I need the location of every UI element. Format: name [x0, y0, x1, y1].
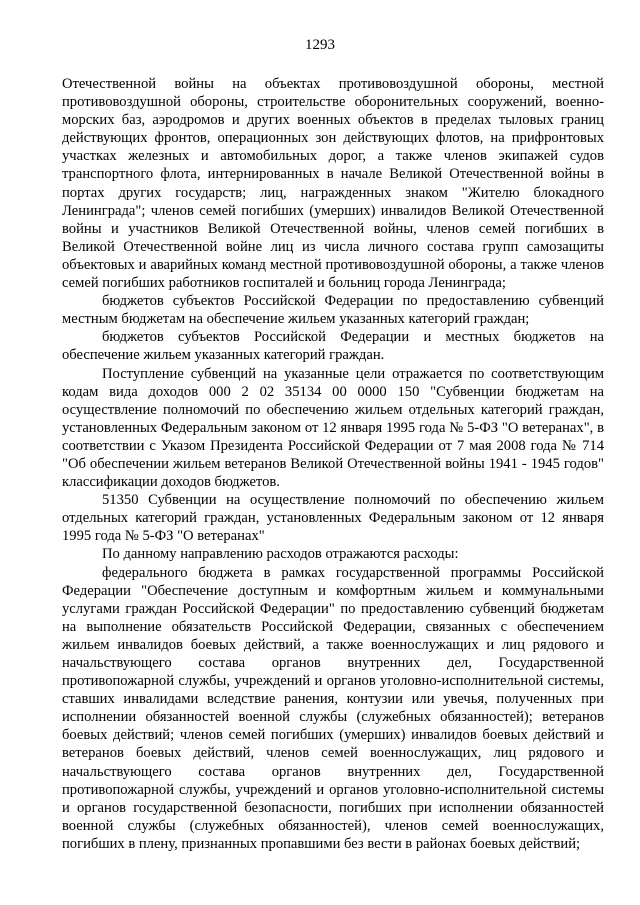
page-number: 1293: [305, 37, 335, 53]
paragraph-code-51350-heading: 51350 Субвенции на осуществление полномочий по обеспечению жильем отдельных категорий граждан, установленных Федеральным законом от 12 января 1995 года № 5-ФЗ "О ветеранах": [62, 492, 604, 545]
paragraph-regional-budgets-subventions: бюджетов субъектов Российской Федерации по предоставлению субвенций местным бюджетам на обеспечение жильем указанных категорий граждан;: [62, 293, 604, 328]
paragraph-regional-local-budgets: бюджетов субъектов Российской Федерации и местных бюджетов на обеспечение жильем указанных категорий граждан.: [62, 329, 604, 364]
paragraph-federal-budget-expenses: федерального бюджета в рамках государственной программы Российской Федерации "Обеспечение доступным и комфортным жильем и коммунальными услугами граждан Российской Федерации" по предоставлению субвенций бюджетам на выполнение обязательств Российской Федерации, связанных с обеспечением жильем инвалидов боевых действий, а также военнослужащих и лиц рядового и начальствующего состава органов внутренних дел, Государственной противопожарной службы, учреждений и органов уголовно-исполнительной системы, ставших инвалидами вследствие ранения, контузии или увечья, полученных при исполнении обязанностей военной службы (служебных обязанностей); ветеранов боевых действий; членов семей погибших (умерших) инвалидов боевых действий и ветеранов боевых действий, членов семей военнослужащих, лиц рядового и начальствующего состава органов внутренних дел, Государственной противопожарной службы, учреждений и органов уголовно-исполнительной системы и органов государственной безопасности, погибших при исполнении обязанностей военной службы (служебных обязанностей), членов семей военнослужащих, погибших в плену, признанных пропавшими без вести в районах боевых действий;: [62, 564, 604, 852]
document-body: [62, 75, 604, 853]
paragraph-revenue-codes: Поступление субвенций на указанные цели отражается по соответствующим кодам вида доходов 000 2 02 35134 00 0000 150 "Субвенции бюджетам на осуществление полномочий по обеспечению жильем отдельных категорий граждан, установленных Федеральным законом от 12 января 1995 года № 5-ФЗ "О ветеранах", в соответствии с Указом Президента Российской Федерации от 7 мая 2008 года № 714 "Об обеспечении жильем ветеранов Великой Отечественной войны 1941 - 1945 годов" классификации доходов бюджетов.: [62, 365, 604, 491]
paragraph-expenses-intro: По данному направлению расходов отражаются расходы:: [102, 546, 459, 563]
paragraph-continuation: Отечественной войны на объектах противовоздушной обороны, местной противовоздушной обороны, строительстве оборонительных сооружений, военно-морских баз, аэродромов и других военных объектов в пределах тыловых границ действующих фронтов, операционных зон действующих флотов, на прифронтовых участках железных и автомобильных дорог, а также членов экипажей судов транспортного флота, интернированных в начале Великой Отечественной войны в портах других государств; лиц, награжденных знаком "Жителю блокадного Ленинграда"; членов семей погибших (умерших) инвалидов Великой Отечественной войны и участников Великой Отечественной войны, членов семей погибших в Великой Отечественной войне лиц из числа личного состава групп самозащиты объектовых и аварийных команд местной противовоздушной обороны, а также членов семей погибших работников госпиталей и больниц города Ленинграда;: [62, 76, 604, 292]
